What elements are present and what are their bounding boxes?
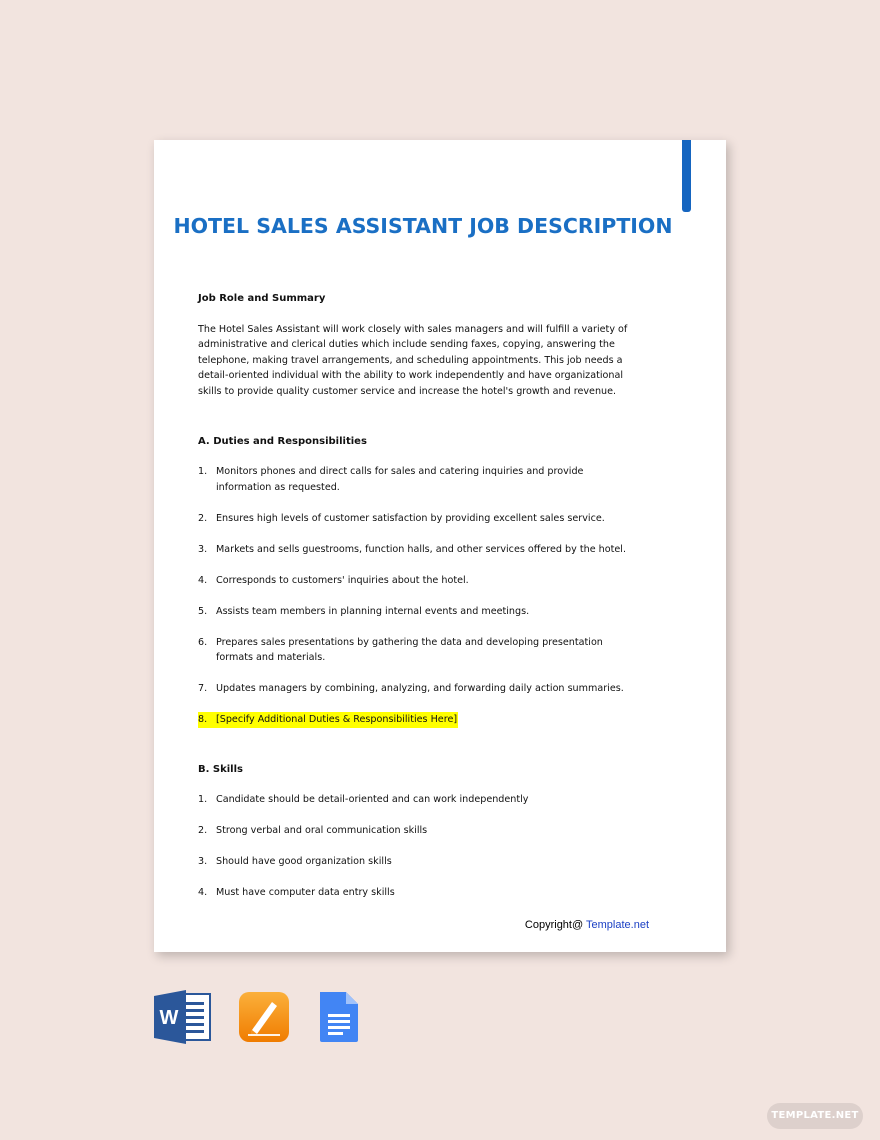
list-item-number: 6.	[198, 636, 208, 648]
list-item-text: Markets and sells guestrooms, function halls, and other services offered by the hotel.	[216, 543, 626, 555]
list-item	[198, 885, 638, 901]
summary-text: The Hotel Sales Assistant will work closely with sales managers and will fulfill a variety of administrative and clerical duties which include sending faxes, copying, answering the telephone, making travel arrangements, and scheduling appointments. This job needs a detail-oriented individual with the ability to work independently and have organizational skills to provide quality customer service and increase the hotel's growth and revenue.	[198, 323, 628, 397]
list-item-text: Strong verbal and oral communication skills	[216, 825, 428, 837]
list-item	[198, 573, 638, 589]
list-item-text: Monitors phones and direct calls for sales and catering inquiries and provide information as requested.	[216, 466, 584, 493]
list-item-text: Ensures high levels of customer satisfaction by providing excellent sales service.	[216, 512, 605, 524]
list-item	[198, 854, 638, 870]
summary-heading: Job Role and Summary	[198, 293, 326, 304]
list-item-text: Candidate should be detail-oriented and can work independently	[216, 794, 529, 806]
list-item	[198, 635, 638, 666]
list-item-number: 7.	[198, 683, 208, 695]
list-item-number: 2.	[198, 512, 208, 524]
word-icon[interactable]	[154, 990, 212, 1044]
list-item-text: Corresponds to customers' inquiries about the hotel.	[216, 574, 469, 586]
list-item-text: Assists team members in planning internal events and meetings.	[216, 605, 530, 617]
list-item-number: 2.	[198, 825, 208, 837]
list-item	[198, 604, 638, 620]
document-title: HOTEL SALES ASSISTANT JOB DESCRIPTION	[173, 214, 673, 238]
list-item-number: 4.	[198, 887, 208, 899]
placeholder-highlight: [Specify Additional Duties & Responsibilities Here]	[216, 712, 458, 728]
list-item	[198, 792, 638, 808]
skills-list	[198, 792, 638, 901]
list-item	[198, 681, 638, 697]
accent-bar	[682, 140, 691, 212]
google-docs-icon[interactable]	[316, 990, 360, 1044]
copyright-site-link[interactable]: Template.net	[586, 919, 649, 931]
list-item-text: Must have computer data entry skills	[216, 887, 395, 899]
list-item	[198, 823, 638, 839]
list-item-text: Prepares sales presentations by gathering the data and developing presentation formats and materials.	[216, 636, 603, 664]
document-page	[154, 140, 726, 952]
copyright-prefix: Copyright@	[524, 919, 584, 931]
word-icon-letter: W	[159, 1007, 179, 1029]
list-item-number: 1.	[198, 466, 208, 478]
list-item-text: Should have good organization skills	[216, 856, 392, 868]
list-item-number: 8.	[198, 712, 216, 728]
list-item	[198, 464, 638, 495]
list-item-number: 3.	[198, 856, 208, 868]
list-item-text: Updates managers by combining, analyzing, and forwarding daily action summaries.	[216, 683, 624, 695]
list-item-number: 5.	[198, 605, 208, 617]
pages-icon[interactable]	[238, 990, 290, 1044]
list-item-number: 3.	[198, 543, 208, 555]
duties-list	[198, 464, 638, 728]
copyright-notice	[525, 919, 649, 931]
document-content	[198, 291, 638, 916]
list-item-placeholder	[198, 712, 638, 728]
list-item	[198, 542, 638, 558]
skills-heading: B. Skills	[198, 763, 243, 775]
list-item-number: 4.	[198, 574, 208, 586]
list-item	[198, 511, 638, 527]
template-net-watermark: TEMPLATE.NET	[767, 1103, 863, 1129]
list-item-number: 1.	[198, 794, 208, 806]
duties-heading: A. Duties and Responsibilities	[198, 435, 367, 447]
